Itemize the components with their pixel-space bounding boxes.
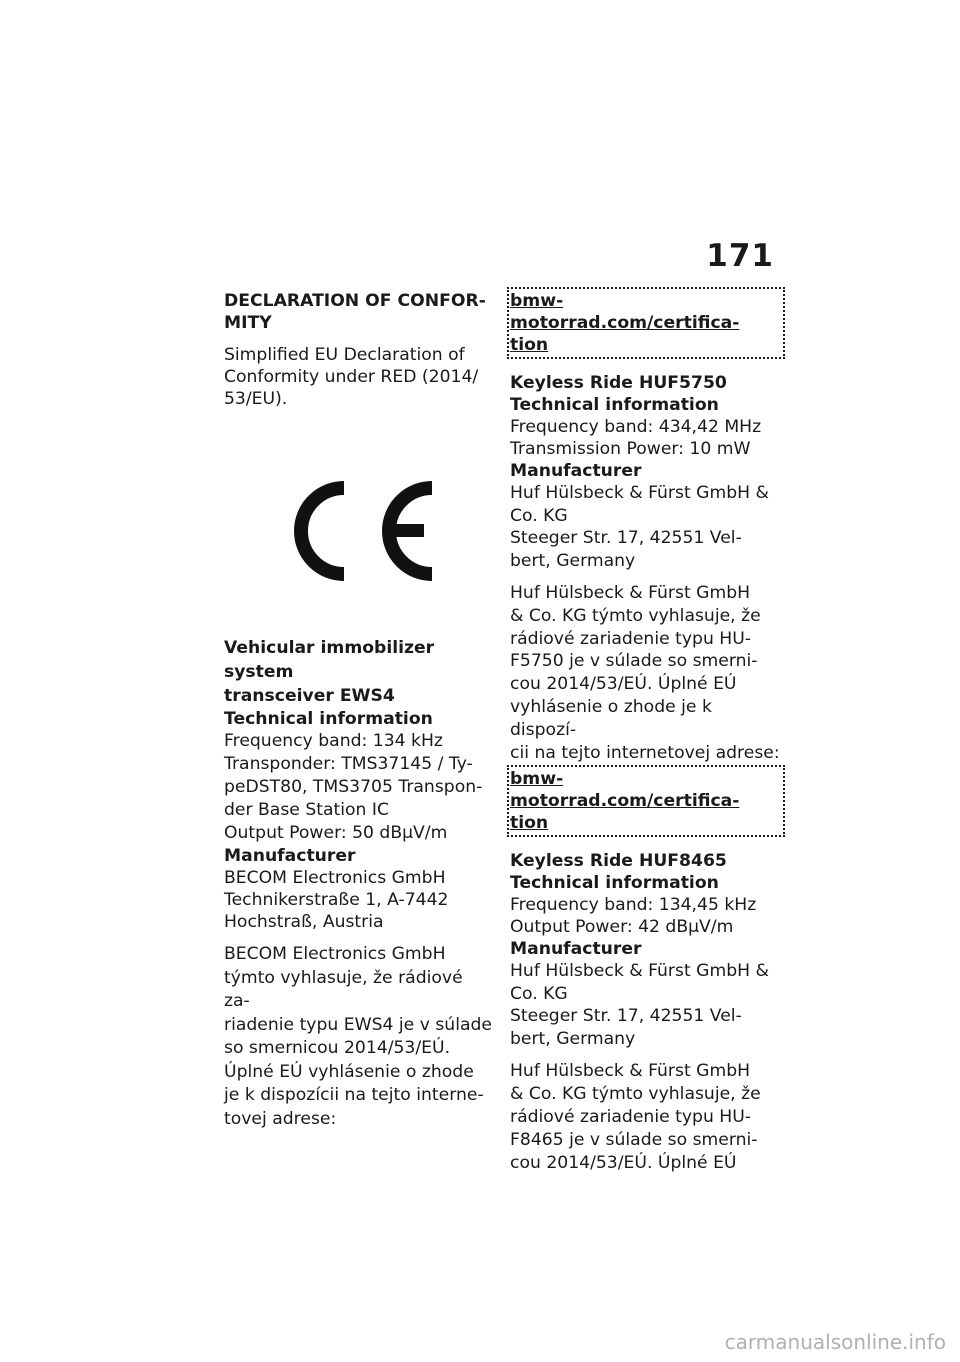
declaration-heading: DECLARATION OF CONFOR- MITY	[224, 291, 486, 333]
ce-mark-icon	[282, 476, 434, 586]
declaration-intro: Simplified EU Declaration of Conformity under RED (2014/ 53/EU).	[224, 345, 479, 409]
huf5750-tech-info: Frequency band: 434,42 MHz Transmission Power: 10 mW	[510, 417, 762, 459]
page-number: 171	[706, 238, 774, 274]
ews4-declaration: BECOM Electronics GmbH týmto vyhlasuje, že rádiové za- riadenie typu EWS4 je v súlade so smernicou 2014/53/EÚ. Úplné EÚ vyhlásenie o zhode je k dispozícii na tejto interne- tovej adrese:	[224, 944, 492, 1129]
huf8465-tech-heading: Technical information	[510, 873, 719, 894]
ews4-tech-heading: Technical information	[224, 709, 433, 729]
certification-link-2[interactable]: bmw-motorrad.com/certifica- tion	[510, 768, 782, 834]
huf5750-declaration: Huf Hülsbeck & Fürst GmbH & Co. KG týmto vyhlasuje, že rádiové zariadenie typu HU- F5750 je v súlade so smerni- cou 2014/53/EÚ. Úplné EÚ vyhlásenie o zhode je k dispozí- cii na tejto internetovej adrese:	[510, 583, 780, 763]
huf8465-title: Keyless Ride HUF8465	[510, 851, 727, 872]
ews4-tech-info: Frequency band: 134 kHz Transponder: TMS37145 / Ty- peDST80, TMS3705 Transpon- der Base Station IC Output Power: 50 dBµV/m	[224, 731, 483, 843]
huf5750-title: Keyless Ride HUF5750	[510, 373, 727, 393]
huf8465-tech-info: Frequency band: 134,45 kHz Output Power: 42 dBµV/m	[510, 895, 757, 938]
watermark-footer: carmanualsonline.info	[724, 1330, 946, 1354]
huf8465-declaration: Huf Hülsbeck & Fürst GmbH & Co. KG týmto vyhlasuje, že rádiové zariadenie typu HU- F8465 je v súlade so smerni- cou 2014/53/EÚ. Úplné EÚ	[510, 1061, 761, 1173]
huf8465-manufacturer-heading: Manufacturer	[510, 939, 642, 960]
ews4-title: Vehicular immobilizer system transceiver EWS4	[224, 638, 435, 706]
huf5750-manufacturer-heading: Manufacturer	[510, 461, 642, 481]
ews4-manufacturer-heading: Manufacturer	[224, 846, 356, 866]
right-column	[510, 290, 782, 1174]
huf5750-manufacturer: Huf Hülsbeck & Fürst GmbH & Co. KG Steeger Str. 17, 42551 Vel- bert, Germany	[510, 483, 769, 571]
ews4-section	[224, 636, 492, 1131]
certification-link-1[interactable]: bmw-motorrad.com/certifica- tion	[510, 290, 782, 356]
huf8465-manufacturer: Huf Hülsbeck & Fürst GmbH & Co. KG Steeger Str. 17, 42551 Vel- bert, Germany	[510, 961, 769, 1049]
huf5750-tech-heading: Technical information	[510, 395, 719, 415]
ews4-manufacturer: BECOM Electronics GmbH Technikerstraße 1, A-7442 Hochstraß, Austria	[224, 868, 449, 932]
left-column	[224, 290, 492, 410]
